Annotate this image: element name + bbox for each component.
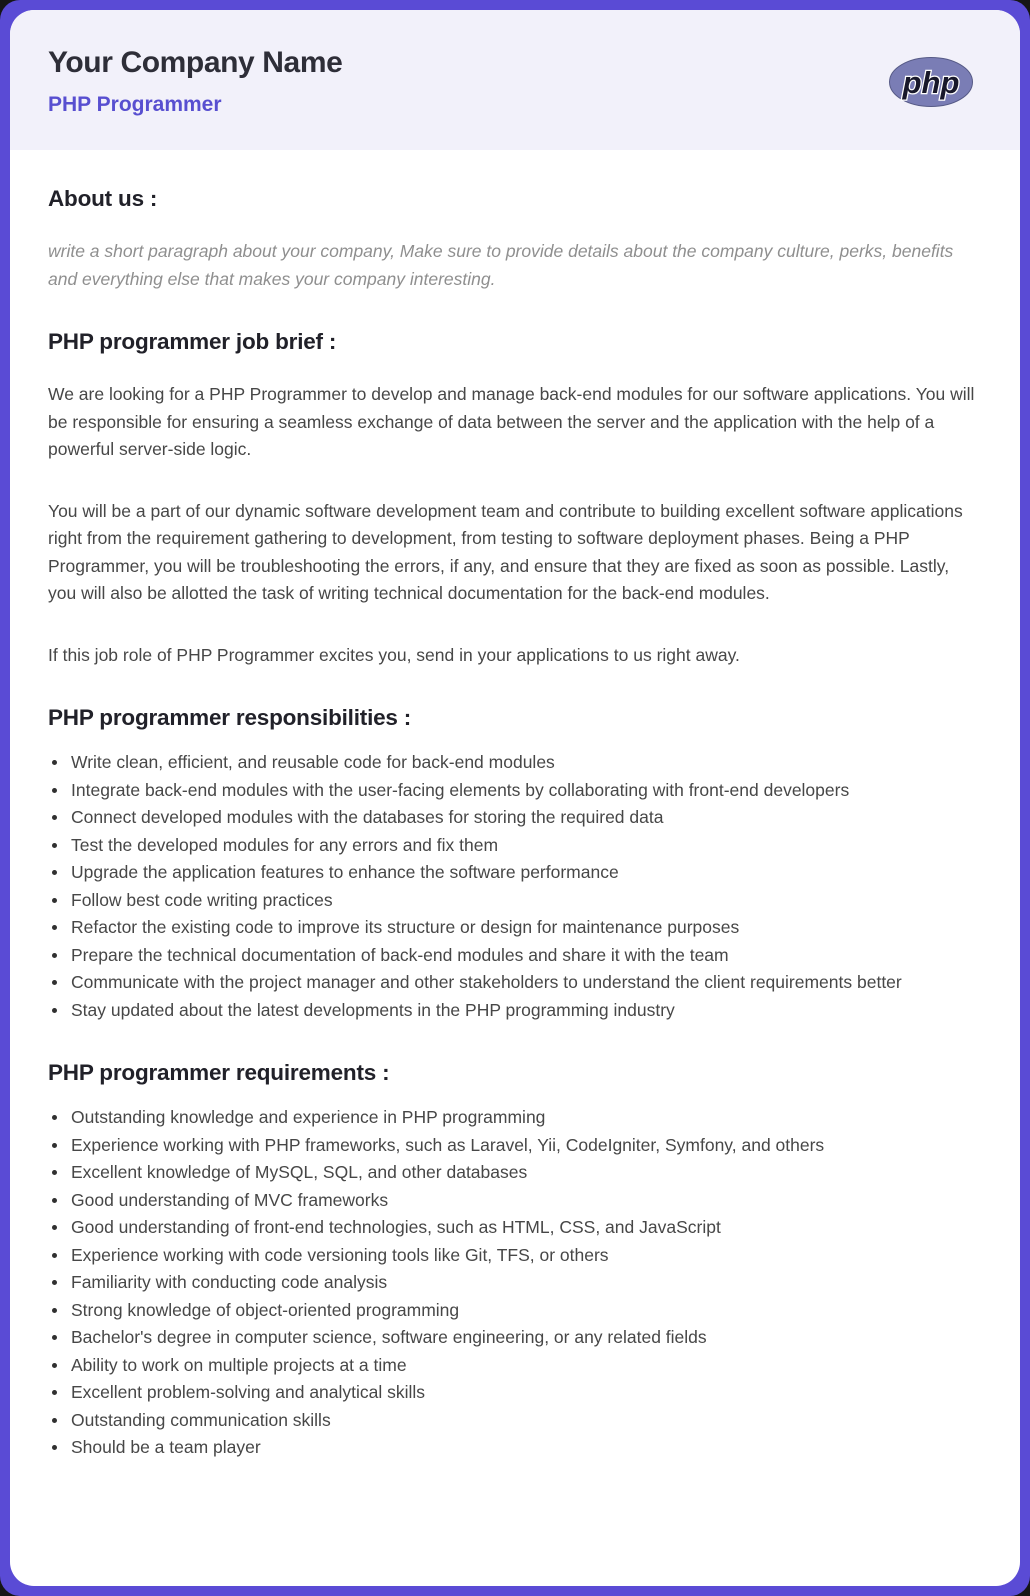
- responsibilities-list: [48, 749, 982, 1024]
- job-description-card: [10, 10, 1020, 1586]
- responsibility-item: Upgrade the application features to enhance the software performance: [48, 859, 982, 887]
- requirement-item: Should be a team player: [48, 1434, 982, 1462]
- job-title: PHP Programmer: [48, 93, 222, 116]
- responsibility-item: Write clean, efficient, and reusable code for back-end modules: [48, 749, 982, 777]
- requirements-list: [48, 1104, 982, 1462]
- responsibility-item: Prepare the technical documentation of back-end modules and share it with the team: [48, 942, 982, 970]
- responsibility-item: Communicate with the project manager and other stakeholders to understand the client requirements better: [48, 969, 982, 997]
- php-logo-icon: [888, 56, 974, 113]
- requirements-heading: PHP programmer requirements :: [48, 1060, 390, 1085]
- responsibility-item: Connect developed modules with the databases for storing the required data: [48, 804, 982, 832]
- responsibility-item: Refactor the existing code to improve its structure or design for maintenance purposes: [48, 914, 982, 942]
- company-name: Your Company Name: [48, 46, 343, 79]
- about-heading: About us :: [48, 186, 158, 211]
- requirement-item: Bachelor's degree in computer science, software engineering, or any related fields: [48, 1324, 982, 1352]
- requirement-item: Good understanding of front-end technologies, such as HTML, CSS, and JavaScript: [48, 1214, 982, 1242]
- job-brief-paragraph-2: You will be a part of our dynamic software development team and contribute to building excellent software applications right from the requirement gathering to development, from testing to software deployment phases. Being a PHP Programmer, you will be troubleshooting the errors, if any, and ensure that they are fixed as soon as possible. Lastly, you will also be allotted the task of writing technical documentation for the back-end modules.: [48, 500, 963, 603]
- document-body: [10, 186, 1020, 1502]
- header-titles: [48, 42, 342, 117]
- requirement-item: Familiarity with conducting code analysis: [48, 1269, 982, 1297]
- requirement-item: Good understanding of MVC frameworks: [48, 1187, 982, 1215]
- requirement-item: Excellent knowledge of MySQL, SQL, and other databases: [48, 1159, 982, 1187]
- responsibility-item: Integrate back-end modules with the user-facing elements by collaborating with front-end developers: [48, 777, 982, 805]
- requirement-item: Outstanding knowledge and experience in PHP programming: [48, 1104, 982, 1132]
- header: [10, 10, 1020, 150]
- responsibility-item: Follow best code writing practices: [48, 887, 982, 915]
- job-brief-paragraph-1: We are looking for a PHP Programmer to develop and manage back-end modules for our software applications. You will be responsible for ensuring a seamless exchange of data between the server and the application with the help of a powerful server-side logic.: [48, 384, 975, 459]
- php-logo-text: php: [902, 65, 960, 100]
- requirement-item: Ability to work on multiple projects at a time: [48, 1352, 982, 1380]
- requirement-item: Excellent problem-solving and analytical skills: [48, 1379, 982, 1407]
- responsibilities-heading: PHP programmer responsibilities :: [48, 705, 412, 730]
- requirement-item: Experience working with code versioning tools like Git, TFS, or others: [48, 1242, 982, 1270]
- requirement-item: Experience working with PHP frameworks, such as Laravel, Yii, CodeIgniter, Symfony, and others: [48, 1132, 982, 1160]
- about-placeholder-text: write a short paragraph about your company, Make sure to provide details about the company culture, perks, benefits and everything else that makes your company interesting.: [48, 241, 954, 289]
- job-brief-paragraph-3: If this job role of PHP Programmer excites you, send in your applications to us right away.: [48, 644, 740, 665]
- job-brief-heading: PHP programmer job brief :: [48, 329, 337, 354]
- responsibility-item: Stay updated about the latest developments in the PHP programming industry: [48, 997, 982, 1025]
- responsibility-item: Test the developed modules for any errors and fix them: [48, 832, 982, 860]
- requirement-item: Outstanding communication skills: [48, 1407, 982, 1435]
- requirement-item: Strong knowledge of object-oriented programming: [48, 1297, 982, 1325]
